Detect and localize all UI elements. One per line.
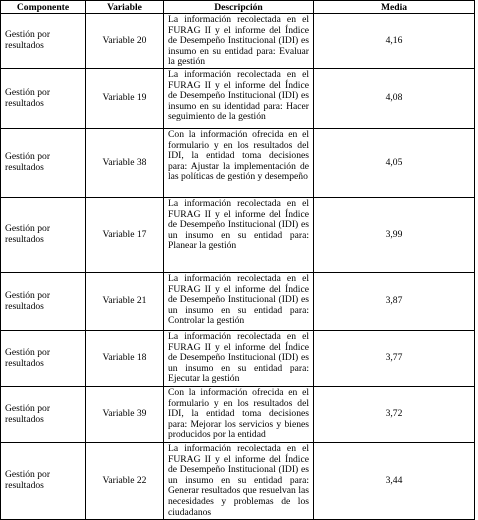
cell-descripcion: La información recolectada en el FURAG II y el informe del Índice de Desempeño Institucional (IDI) es un insumo en su entidad para: Controlar la gestión xyxy=(164,273,314,331)
cell-media: 3,87 xyxy=(314,273,475,331)
table-row xyxy=(1,273,475,331)
cell-descripcion: Con la información ofrecida en el formulario y en los resultados del IDI, la entidad toma decisiones para: Ajustar la implementación de las políticas de gestión y desempeño xyxy=(164,129,314,198)
cell-media: 3,44 xyxy=(314,443,475,520)
cell-variable: Variable 39 xyxy=(86,387,164,443)
table-header-row xyxy=(1,1,475,14)
cell-descripcion: La información recolectada en el FURAG II y el informe del Índice de Desempeño Institucional (IDI) es un insumo en su entidad para: Planear la gestión xyxy=(164,198,314,273)
cell-componente: Gestión por resultados xyxy=(1,443,86,520)
header-componente: Componente xyxy=(1,1,86,14)
cell-descripcion: La información recolectada en el FURAG II y el informe del Índice de Desempeño Institucional (IDI) es un insumo en su entidad para: Ejecutar la gestión xyxy=(164,331,314,387)
cell-variable: Variable 18 xyxy=(86,331,164,387)
cell-variable: Variable 22 xyxy=(86,443,164,520)
cell-variable: Variable 19 xyxy=(86,69,164,129)
cell-componente: Gestión por resultados xyxy=(1,198,86,273)
table-row xyxy=(1,14,475,69)
cell-media: 4,08 xyxy=(314,69,475,129)
cell-componente: Gestión por resultados xyxy=(1,273,86,331)
cell-componente: Gestión por resultados xyxy=(1,14,86,69)
cell-variable: Variable 38 xyxy=(86,129,164,198)
cell-media: 3,99 xyxy=(314,198,475,273)
cell-descripcion: La información recolectada en el FURAG II y el informe del Índice de Desempeño Institucional (IDI) es insumo en su entidad para: Evaluar la gestión xyxy=(164,14,314,69)
table-row xyxy=(1,69,475,129)
cell-variable: Variable 17 xyxy=(86,198,164,273)
cell-media: 3,77 xyxy=(314,331,475,387)
header-descripcion: Descripción xyxy=(164,1,314,14)
cell-descripcion: Con la información ofrecida en el formulario y en los resultados del IDI, la entidad toma decisiones para: Mejorar los servicios y bienes producidos por la entidad xyxy=(164,387,314,443)
table-row xyxy=(1,387,475,443)
header-media: Media xyxy=(314,1,475,14)
cell-variable: Variable 20 xyxy=(86,14,164,69)
cell-descripcion: La información recolectada en el FURAG II y el informe del Índice de Desempeño Institucional (IDI) es un insumo en su entidad para: Generar resultados que resuelvan las necesidades y problemas de los ciudadanos xyxy=(164,443,314,520)
table-row xyxy=(1,129,475,198)
table-row xyxy=(1,198,475,273)
table-row xyxy=(1,443,475,520)
cell-media: 4,16 xyxy=(314,14,475,69)
cell-componente: Gestión por resultados xyxy=(1,331,86,387)
cell-media: 4,05 xyxy=(314,129,475,198)
cell-descripcion: La información recolectada en el FURAG II y el informe del Índice de Desempeño Institucional (IDI) es insumo en su identidad para: Hacer seguimiento de la gestión xyxy=(164,69,314,129)
cell-componente: Gestión por resultados xyxy=(1,387,86,443)
header-variable: Variable xyxy=(86,1,164,14)
cell-componente: Gestión por resultados xyxy=(1,69,86,129)
cell-media: 3,72 xyxy=(314,387,475,443)
cell-variable: Variable 21 xyxy=(86,273,164,331)
cell-componente: Gestión por resultados xyxy=(1,129,86,198)
table-row xyxy=(1,331,475,387)
